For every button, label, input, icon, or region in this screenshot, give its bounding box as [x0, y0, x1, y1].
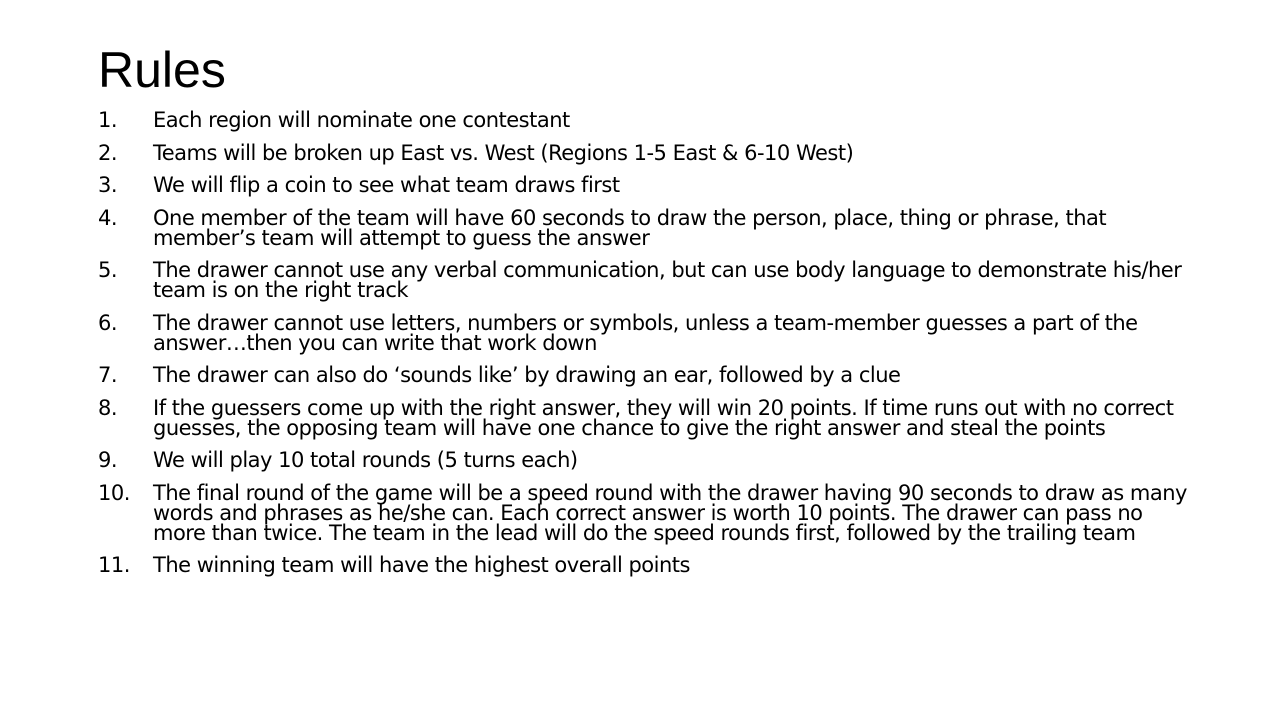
rule-number: 1.: [98, 108, 118, 132]
rule-item-6: [98, 310, 1188, 355]
rule-item-2: [98, 140, 1188, 165]
rule-text: The drawer cannot use any verbal communication, but can use body language to demonstrate his/her team is on the right track: [153, 258, 1182, 302]
rule-text: We will play 10 total rounds (5 turns each): [153, 448, 578, 472]
rule-number: 5.: [98, 258, 118, 282]
rule-item-10: [98, 480, 1188, 545]
rule-item-8: [98, 395, 1188, 440]
rule-text: The winning team will have the highest overall points: [153, 553, 690, 577]
rule-text: The drawer cannot use letters, numbers or symbols, unless a team-member guesses a part of the answer…then you can write that work down: [153, 310, 1138, 355]
rule-number: 7.: [98, 363, 118, 387]
rules-list: [98, 110, 1188, 588]
rule-number: 6.: [98, 310, 118, 335]
rule-number: 3.: [98, 173, 118, 197]
rule-text: Teams will be broken up East vs. West (Regions 1-5 East & 6-10 West): [153, 140, 854, 165]
rule-text: We will flip a coin to see what team draws first: [153, 173, 620, 197]
rule-text: Each region will nominate one contestant: [153, 108, 570, 132]
rule-number: 4.: [98, 205, 118, 230]
rule-text: The drawer can also do ‘sounds like’ by drawing an ear, followed by a clue: [153, 363, 901, 387]
rule-text: One member of the team will have 60 seconds to draw the person, place, thing or phrase, that member’s team will attempt to guess the answer: [153, 205, 1107, 250]
rule-number: 10.: [98, 480, 130, 505]
rule-item-9: [98, 450, 1188, 470]
rule-item-5: [98, 260, 1188, 300]
rule-number: 2.: [98, 140, 118, 165]
rule-item-3: [98, 175, 1188, 195]
rule-number: 11.: [98, 553, 130, 577]
rule-item-7: [98, 365, 1188, 385]
rule-number: 9.: [98, 448, 118, 472]
rule-text: The final round of the game will be a speed round with the drawer having 90 seconds to draw as many words and phrases as he/she can. Each correct answer is worth 10 points. The drawer can pass no more than twice. The team in the lead will do the speed rounds first, followed by the trailing team: [153, 480, 1187, 545]
rule-item-4: [98, 205, 1188, 250]
slide-title: Rules: [98, 42, 226, 98]
rule-number: 8.: [98, 395, 118, 420]
rule-text: If the guessers come up with the right answer, they will win 20 points. If time runs out with no correct guesses, the opposing team will have one chance to give the right answer and steal the points: [153, 395, 1174, 440]
rule-item-11: [98, 555, 1188, 575]
rule-item-1: [98, 110, 1188, 130]
